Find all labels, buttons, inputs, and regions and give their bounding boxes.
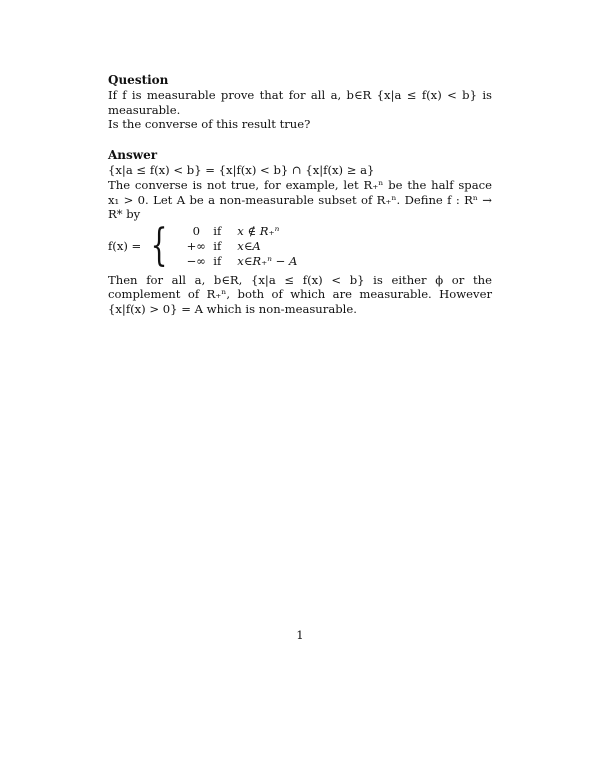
case-if: if — [213, 224, 222, 239]
question-line-1: If f is measurable prove that for all a, b∈R {x|a ≤ f(x) < b} is measurable. — [108, 87, 492, 117]
case-value: −∞ — [186, 253, 206, 268]
case-if: if — [213, 238, 222, 253]
answer-paragraph-1: The converse is not true, for example, let R₊ⁿ be the half space x₁ > 0. Let A be a non-measurable subset of R₊ⁿ. Define f : Rⁿ → R* by — [108, 177, 492, 222]
answer-paragraph-2: Then for all a, b∈R, {x|a ≤ f(x) < b} is either ϕ or the complement of R₊ⁿ, both of which are measurable. However {x|f(x) > 0} = A which is non-measurable. — [108, 272, 492, 317]
page-number: 1 — [296, 628, 304, 642]
question-heading: Question — [108, 73, 169, 87]
piecewise-definition — [108, 220, 492, 272]
case-set: x ∉ R₊ⁿ — [237, 224, 280, 239]
question-line-2: Is the converse of this result true? — [108, 117, 311, 132]
case-value: +∞ — [186, 238, 206, 253]
case-if: if — [213, 253, 222, 268]
case-set: x∈R₊ⁿ − A — [237, 253, 298, 268]
piecewise-cases — [179, 224, 297, 268]
piecewise-lhs: f(x) = — [108, 238, 142, 253]
case-value: 0 — [192, 224, 200, 239]
left-brace: { — [150, 220, 168, 272]
answer-identity: {x|a ≤ f(x) < b} = {x|f(x) < b} ∩ {x|f(x) ≥ a} — [108, 162, 375, 177]
document-body — [108, 73, 492, 317]
case-set: x∈A — [237, 238, 261, 253]
answer-heading: Answer — [108, 148, 158, 163]
